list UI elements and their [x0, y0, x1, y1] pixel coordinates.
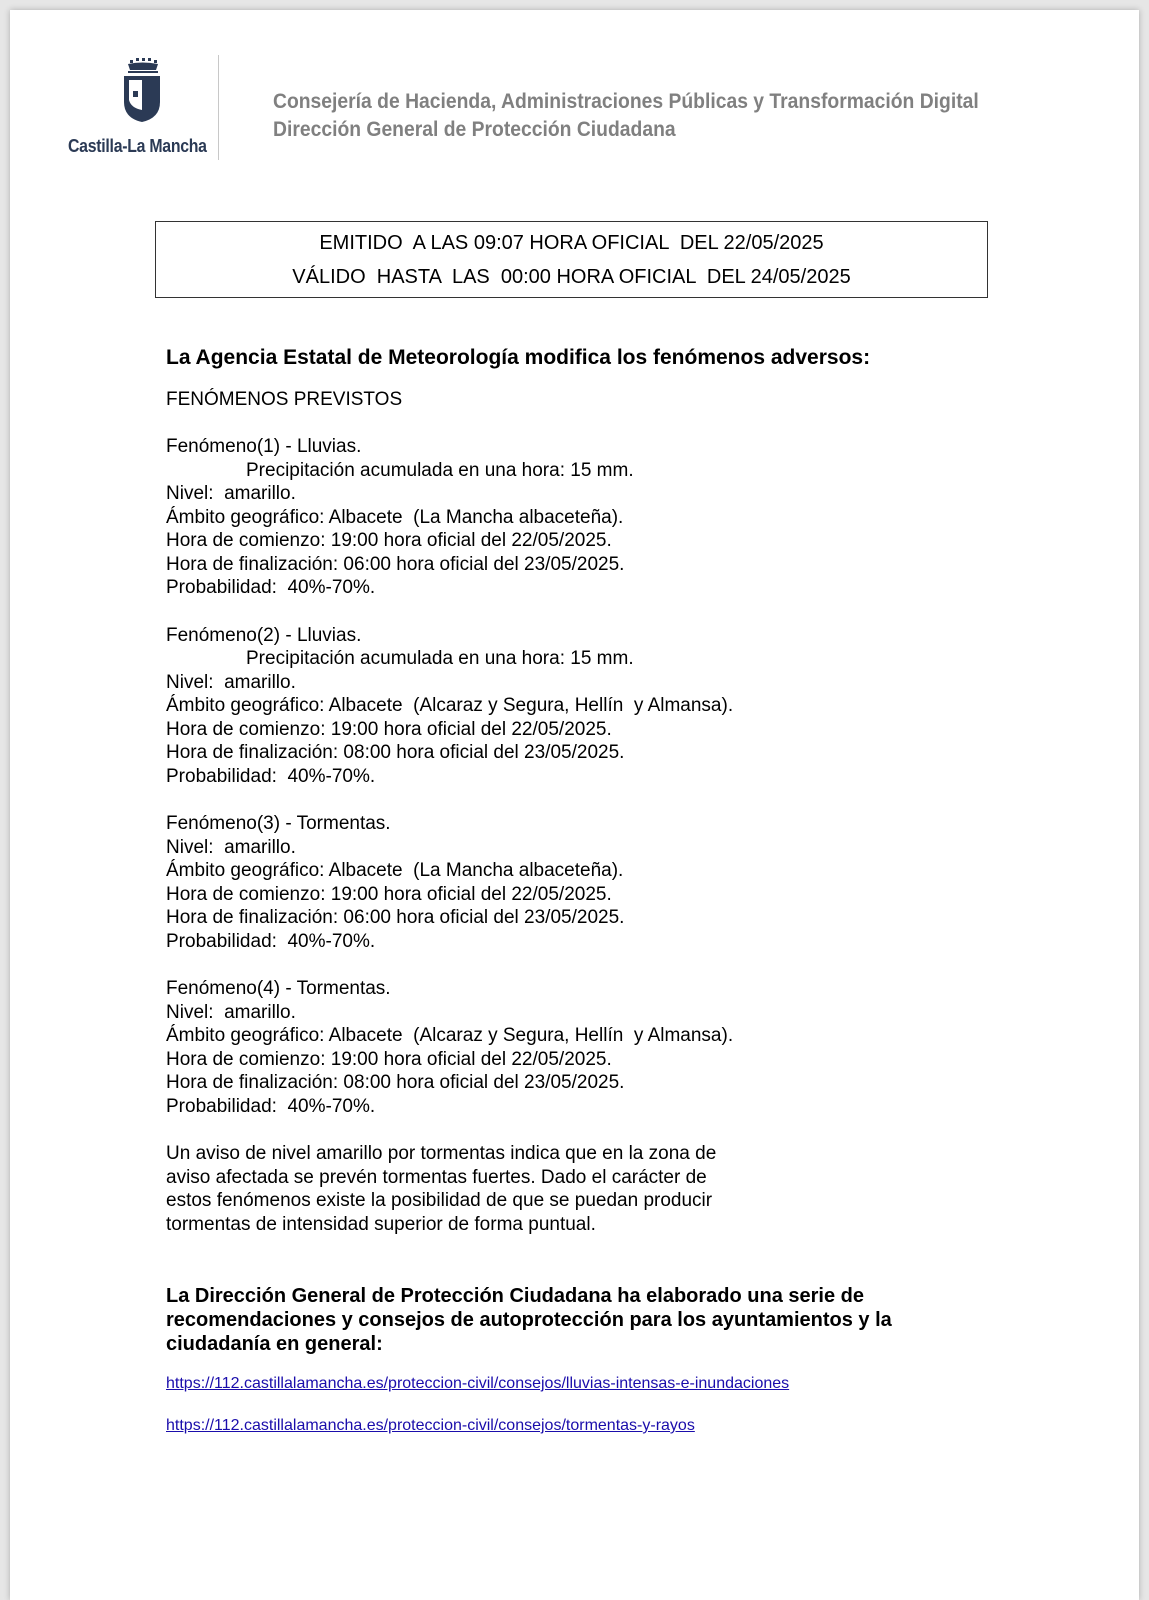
yellow-warning-notice: [166, 1142, 1066, 1236]
phenomenon-end: Hora de finalización: 06:00 hora oficial del 23/05/2025.: [166, 553, 625, 575]
phenomenon-probability: Probabilidad: 40%-70%.: [166, 1095, 376, 1117]
phenomenon-start: Hora de comienzo: 19:00 hora oficial del 22/05/2025.: [166, 1048, 612, 1070]
castilla-la-mancha-logo: [60, 58, 230, 168]
document-page: [10, 10, 1139, 1600]
phenomenon-3: [166, 812, 1066, 953]
phenomenon-probability: Probabilidad: 40%-70%.: [166, 577, 376, 598]
phenomenon-area: Ámbito geográfico: Albacete (La Mancha albaceteña).: [166, 506, 624, 528]
logo-text: Castilla-La Mancha: [68, 136, 207, 156]
coat-of-arms-icon: [120, 58, 164, 124]
phenomenon-area: Ámbito geográfico: Albacete (Alcaraz y Segura, Hellín y Almansa).: [166, 1025, 734, 1046]
header-divider: [218, 55, 219, 160]
phenomenon-area: Ámbito geográfico: Albacete (Alcaraz y Segura, Hellín y Almansa).: [166, 695, 734, 716]
phenomenon-probability: Probabilidad: 40%-70%.: [166, 930, 376, 952]
emission-time: EMITIDO A LAS 09:07 HORA OFICIAL DEL 22/05/2025: [319, 232, 824, 254]
phenomenon-2: [166, 624, 1066, 789]
storms-advice-link[interactable]: https://112.castillalamancha.es/proteccion-civil/consejos/tormentas-y-rayos: [166, 1417, 695, 1434]
recommendations-heading: La Dirección General de Protección Ciudadana ha elaborado una serie de recomendaciones y consejos de autoprotección para los ayuntamientos y la ciudadanía en general:: [166, 1285, 892, 1355]
phenomenon-start: Hora de comienzo: 19:00 hora oficial del 22/05/2025.: [166, 718, 612, 740]
phenomenon-level: Nivel: amarillo.: [166, 1001, 296, 1023]
notice-line: tormentas de intensidad superior de forma puntual.: [166, 1213, 596, 1235]
phenomenon-start: Hora de comienzo: 19:00 hora oficial del 22/05/2025.: [166, 530, 612, 551]
forecast-heading: FENÓMENOS PREVISTOS: [166, 388, 403, 410]
floods-advice-link[interactable]: https://112.castillalamancha.es/proteccion-civil/consejos/lluvias-intensas-e-inundaciones: [166, 1375, 790, 1392]
notice-line: estos fenómenos existe la posibilidad de que se puedan producir: [166, 1190, 713, 1211]
phenomenon-title: Fenómeno(4) - Tormentas.: [166, 978, 391, 999]
organization-line-1: Consejería de Hacienda, Administraciones Públicas y Transformación Digital: [273, 90, 979, 113]
intro-heading: La Agencia Estatal de Meteorología modifica los fenómenos adversos:: [166, 346, 871, 369]
organization-header: [273, 88, 979, 144]
phenomenon-detail: Precipitación acumulada en una hora: 15 mm.: [246, 459, 634, 481]
phenomenon-1: [166, 435, 1066, 600]
phenomenon-title: Fenómeno(2) - Lluvias.: [166, 624, 362, 646]
phenomenon-title: Fenómeno(1) - Lluvias.: [166, 436, 362, 457]
emission-box: [155, 221, 988, 298]
notice-line: Un aviso de nivel amarillo por tormentas indica que en la zona de: [166, 1143, 717, 1164]
phenomenon-probability: Probabilidad: 40%-70%.: [166, 765, 376, 787]
phenomenon-end: Hora de finalización: 06:00 hora oficial del 23/05/2025.: [166, 907, 625, 928]
phenomenon-end: Hora de finalización: 08:00 hora oficial del 23/05/2025.: [166, 742, 625, 763]
notice-line: aviso afectada se prevén tormentas fuertes. Dado el carácter de: [166, 1166, 707, 1188]
organization-line-2: Dirección General de Protección Ciudadana: [273, 118, 676, 141]
phenomenon-title: Fenómeno(3) - Tormentas.: [166, 813, 391, 834]
phenomenon-level: Nivel: amarillo.: [166, 836, 296, 858]
validity-time: VÁLIDO HASTA LAS 00:00 HORA OFICIAL DEL 24/05/2025: [292, 266, 851, 288]
phenomenon-detail: Precipitación acumulada en una hora: 15 mm.: [246, 648, 634, 669]
phenomenon-end: Hora de finalización: 08:00 hora oficial del 23/05/2025.: [166, 1072, 625, 1093]
phenomenon-level: Nivel: amarillo.: [166, 671, 296, 693]
phenomenon-area: Ámbito geográfico: Albacete (La Mancha albaceteña).: [166, 860, 624, 881]
phenomenon-4: [166, 977, 1066, 1118]
phenomenon-start: Hora de comienzo: 19:00 hora oficial del 22/05/2025.: [166, 883, 612, 905]
bulletin-body: [166, 346, 1066, 1436]
phenomenon-level: Nivel: amarillo.: [166, 483, 296, 504]
